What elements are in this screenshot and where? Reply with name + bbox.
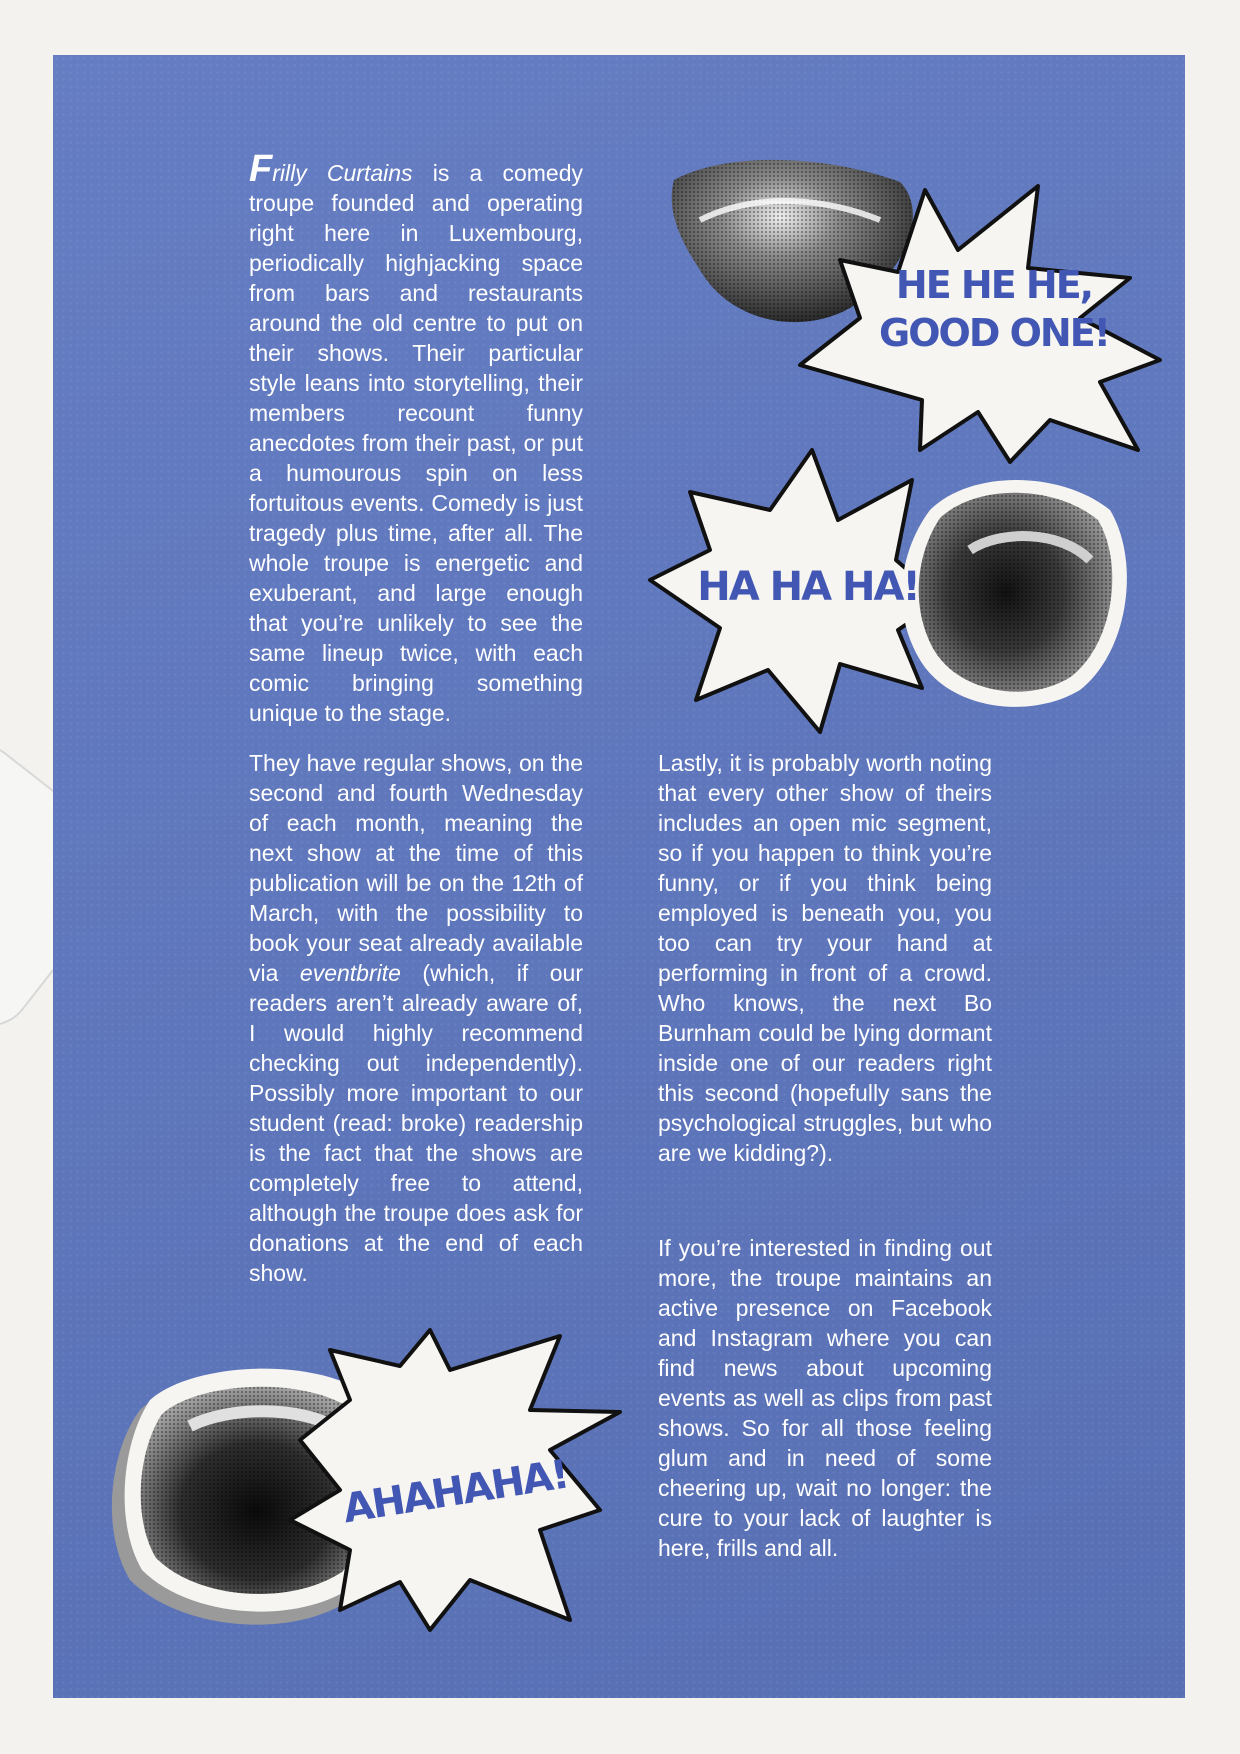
good-one-text: GOOD ONE! bbox=[879, 311, 1109, 355]
shows-text-before: They have regular shows, on the second and fourth Wednesday of each month, meaning the next show at the time of this publication will be on the 12th of March, with the possibility to book your seat already available via bbox=[249, 750, 583, 986]
open-mic-text: Lastly, it is probably worth noting that every other show of theirs includes an open mic segment, so if you happen to think you’re funny, or if you think being employed is beneath you, you too can try your hand at performing in front of a crowd. Who knows, the next Bo Burnham could be lying dormant inside one of our readers right this second (hopefully sans the psychological struggles, but who are we kidding?). bbox=[658, 750, 992, 1166]
ha-ha-ha-illustration bbox=[640, 450, 1140, 740]
open-mouth-icon bbox=[902, 480, 1127, 707]
article-paragraph-social bbox=[658, 1233, 992, 1563]
shows-text-after: (which, if our readers aren’t already aware of, I would highly recommend checking out independently). Possibly more important to our student (read: broke) readership is the fact that the shows are completely free to attend, although the troupe does ask for donations at the end of each show. bbox=[249, 960, 584, 1286]
intro-text: is a comedy troupe founded and operating right here in Luxembourg, periodically highjacking space from bars and restaurants around the old centre to put on their shows. Their particular style leans into storytelling, their members recount funny anecdotes from their past, or put a humourous spin on less fortuitous events. Comedy is just tragedy plus time, after all. The whole troupe is energetic and exuberant, and large enough that you’re unlikely to see the same lineup twice, with each comic bringing something unique to the stage. bbox=[249, 160, 583, 726]
social-text: If you’re interested in finding out more, the troupe maintains an active presence on Facebook and Instagram where you can find news about upcoming events as well as clips from past shows. So for all those feeling glum and in need of some cheering up, wait no longer: the cure to your lack of laughter is here, frills and all. bbox=[658, 1235, 992, 1561]
drop-cap: F bbox=[249, 148, 273, 190]
he-he-he-text: HE HE HE, bbox=[895, 263, 1093, 307]
ahahaha-illustration bbox=[100, 1330, 630, 1640]
he-he-he-illustration bbox=[660, 150, 1180, 450]
ha-ha-ha-text: HA HA HA! bbox=[697, 564, 919, 610]
eventbrite-mention: eventbrite bbox=[299, 960, 401, 986]
article-paragraph-shows bbox=[249, 748, 583, 1288]
article-paragraph-intro bbox=[249, 148, 583, 728]
ahahaha-text: AHAHAHA! bbox=[339, 1451, 571, 1533]
article-paragraph-open-mic bbox=[658, 748, 992, 1168]
troupe-name: rilly Curtains bbox=[272, 160, 413, 186]
